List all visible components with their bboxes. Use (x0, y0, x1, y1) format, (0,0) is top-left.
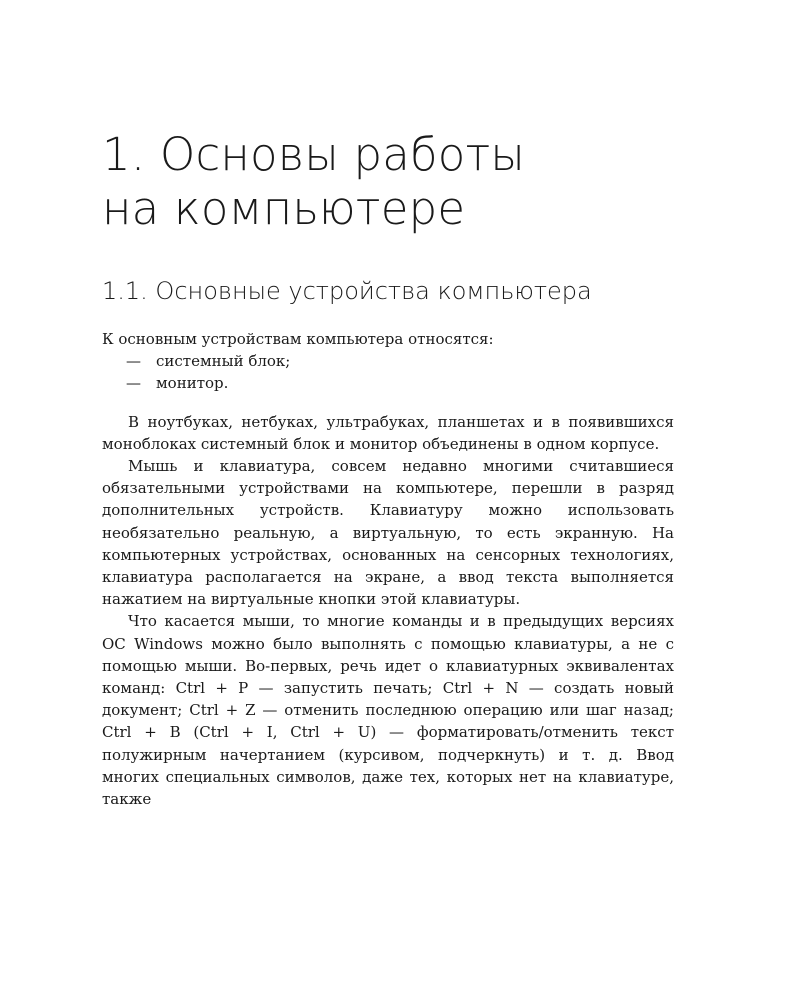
device-list (102, 350, 674, 394)
list-item-text: системный блок; (156, 352, 291, 371)
chapter-title (102, 128, 682, 236)
list-item (102, 372, 674, 394)
list-item-text: монитор. (156, 374, 229, 393)
chapter-title-line-2: на компьютере (102, 182, 466, 235)
intro-sentence: К основным устройствам компьютера относятся: (102, 330, 494, 348)
list-dash: — (126, 352, 141, 371)
list-item (102, 350, 674, 372)
chapter-title-line-1: 1. Основы работы (102, 128, 525, 181)
list-dash: — (126, 374, 141, 393)
paragraph: В ноутбуках, нетбуках, ультрабуках, планшетах и в появившихся моноблоках системный блок и монитор объединены в одном корпусе. (102, 412, 674, 453)
paragraph: Мышь и клавиатура, совсем недавно многими считавшиеся обязательными устройствами на компьютере, перешли в разряд дополнительных устройств. Клавиатуру можно использовать необязательно реальную, а виртуальную, то есть экранную. На компьютерных устройствах, основанных на сенсорных технологиях, клавиатура располагается на экране, а ввод текста выполняется нажатием на виртуальные кнопки этой клавиатуры. (102, 457, 674, 609)
body-text (102, 328, 674, 810)
section-title: 1.1. Основные устройства компьютера (102, 277, 592, 305)
paragraphs (102, 411, 674, 811)
paragraph: Что касается мыши, то многие команды и в предыдущих версиях ОС Windows можно было выполнять с помощью клавиатуры, а не с помощью мыши. Во-первых, речь идет о клавиатурных эквивалентах команд: Ctrl + P — запустить печать; Ctrl + N — создать новый документ; Ctrl + Z — отменить последнюю операцию или шаг назад; Ctrl + B (Ctrl + I, Ctrl + U) — форматировать/отменить текст полужирным начертанием (курсивом, подчеркнуть) и т. д. Ввод многих специальных символов, даже тех, которых нет на клавиатуре, также (102, 612, 674, 809)
